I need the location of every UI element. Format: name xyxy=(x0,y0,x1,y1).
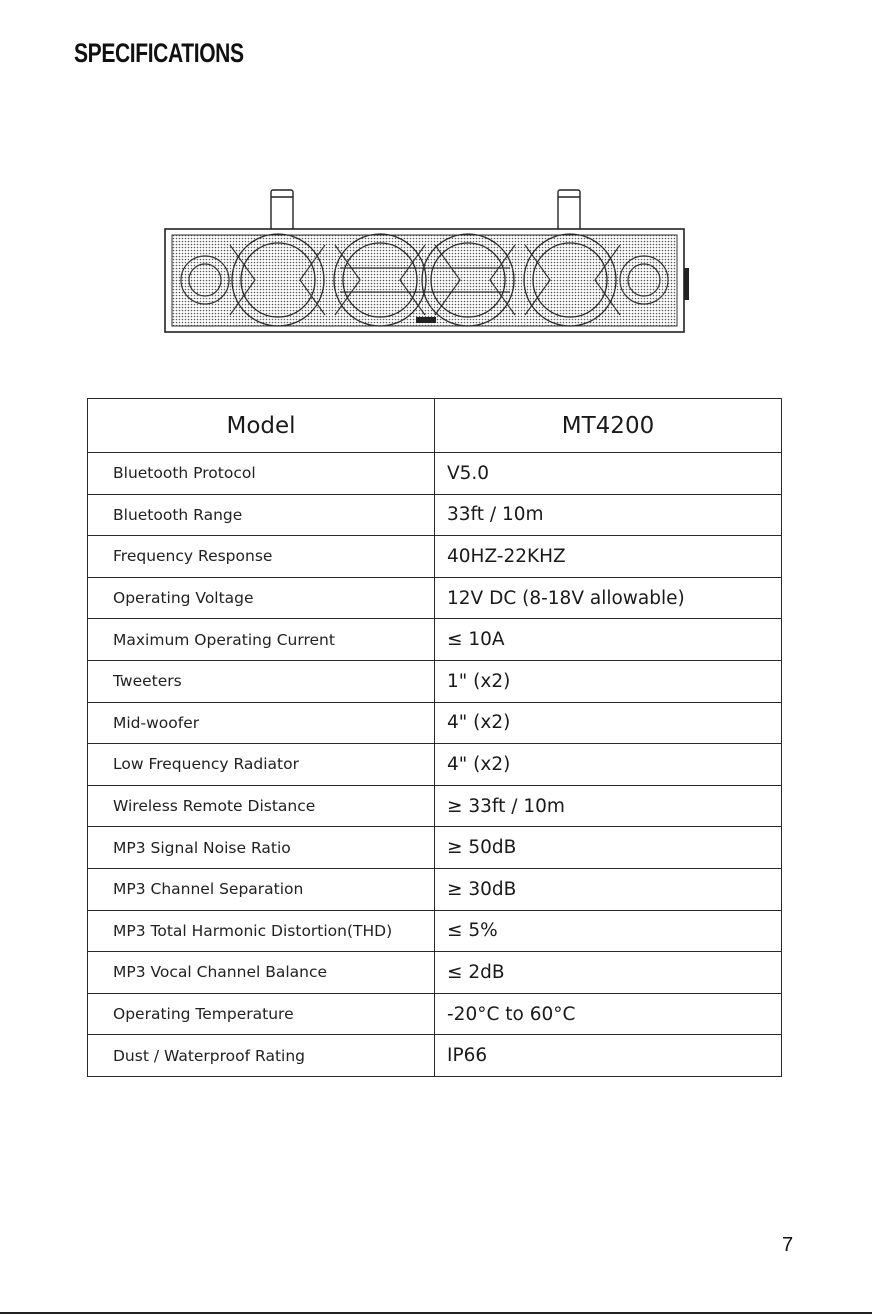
table-row xyxy=(88,577,782,619)
table-row xyxy=(88,785,782,827)
table-row xyxy=(88,868,782,910)
spec-label: MP3 Channel Separation xyxy=(88,868,435,910)
spec-label: Bluetooth Range xyxy=(88,494,435,536)
bottom-divider xyxy=(0,1312,872,1314)
page-number: 7 xyxy=(782,1234,794,1256)
mounting-post-left xyxy=(271,190,293,230)
spec-label: Low Frequency Radiator xyxy=(88,744,435,786)
table-row xyxy=(88,619,782,661)
spec-label: Operating Temperature xyxy=(88,993,435,1035)
table-row xyxy=(88,827,782,869)
table-row xyxy=(88,744,782,786)
table-row xyxy=(88,1035,782,1077)
spec-value: ≥ 33ft / 10m xyxy=(435,785,782,827)
table-row xyxy=(88,702,782,744)
spec-value: 40HZ-22KHZ xyxy=(435,536,782,578)
header-model-label: Model xyxy=(88,399,435,453)
table-header-row xyxy=(88,399,782,453)
table-row xyxy=(88,660,782,702)
spec-value: ≤ 10A xyxy=(435,619,782,661)
spec-value: ≤ 2dB xyxy=(435,952,782,994)
spec-label: Frequency Response xyxy=(88,536,435,578)
spec-label: MP3 Total Harmonic Distortion(THD) xyxy=(88,910,435,952)
spec-label: Operating Voltage xyxy=(88,577,435,619)
spec-value: 33ft / 10m xyxy=(435,494,782,536)
table-row xyxy=(88,952,782,994)
mounting-post-right xyxy=(558,190,580,230)
spec-label: Dust / Waterproof Rating xyxy=(88,1035,435,1077)
header-model-value: MT4200 xyxy=(435,399,782,453)
spec-value: ≥ 30dB xyxy=(435,868,782,910)
spec-label: Maximum Operating Current xyxy=(88,619,435,661)
table-row xyxy=(88,910,782,952)
table-row xyxy=(88,536,782,578)
spec-label: Wireless Remote Distance xyxy=(88,785,435,827)
spec-label: Tweeters xyxy=(88,660,435,702)
spec-value: 12V DC (8-18V allowable) xyxy=(435,577,782,619)
spec-value: IP66 xyxy=(435,1035,782,1077)
spec-value: -20°C to 60°C xyxy=(435,993,782,1035)
specifications-table xyxy=(87,398,782,1077)
spec-label: Bluetooth Protocol xyxy=(88,453,435,495)
spec-value: 1" (x2) xyxy=(435,660,782,702)
table-row xyxy=(88,453,782,495)
table-row xyxy=(88,993,782,1035)
spec-label: MP3 Signal Noise Ratio xyxy=(88,827,435,869)
page-title: SPECIFICATIONS xyxy=(74,38,244,68)
spec-value: 4" (x2) xyxy=(435,744,782,786)
spec-value: 4" (x2) xyxy=(435,702,782,744)
spec-value: ≤ 5% xyxy=(435,910,782,952)
table-row xyxy=(88,494,782,536)
spec-value: V5.0 xyxy=(435,453,782,495)
spec-label: Mid-woofer xyxy=(88,702,435,744)
spec-label: MP3 Vocal Channel Balance xyxy=(88,952,435,994)
spec-value: ≥ 50dB xyxy=(435,827,782,869)
soundbar-illustration-icon xyxy=(160,180,700,340)
